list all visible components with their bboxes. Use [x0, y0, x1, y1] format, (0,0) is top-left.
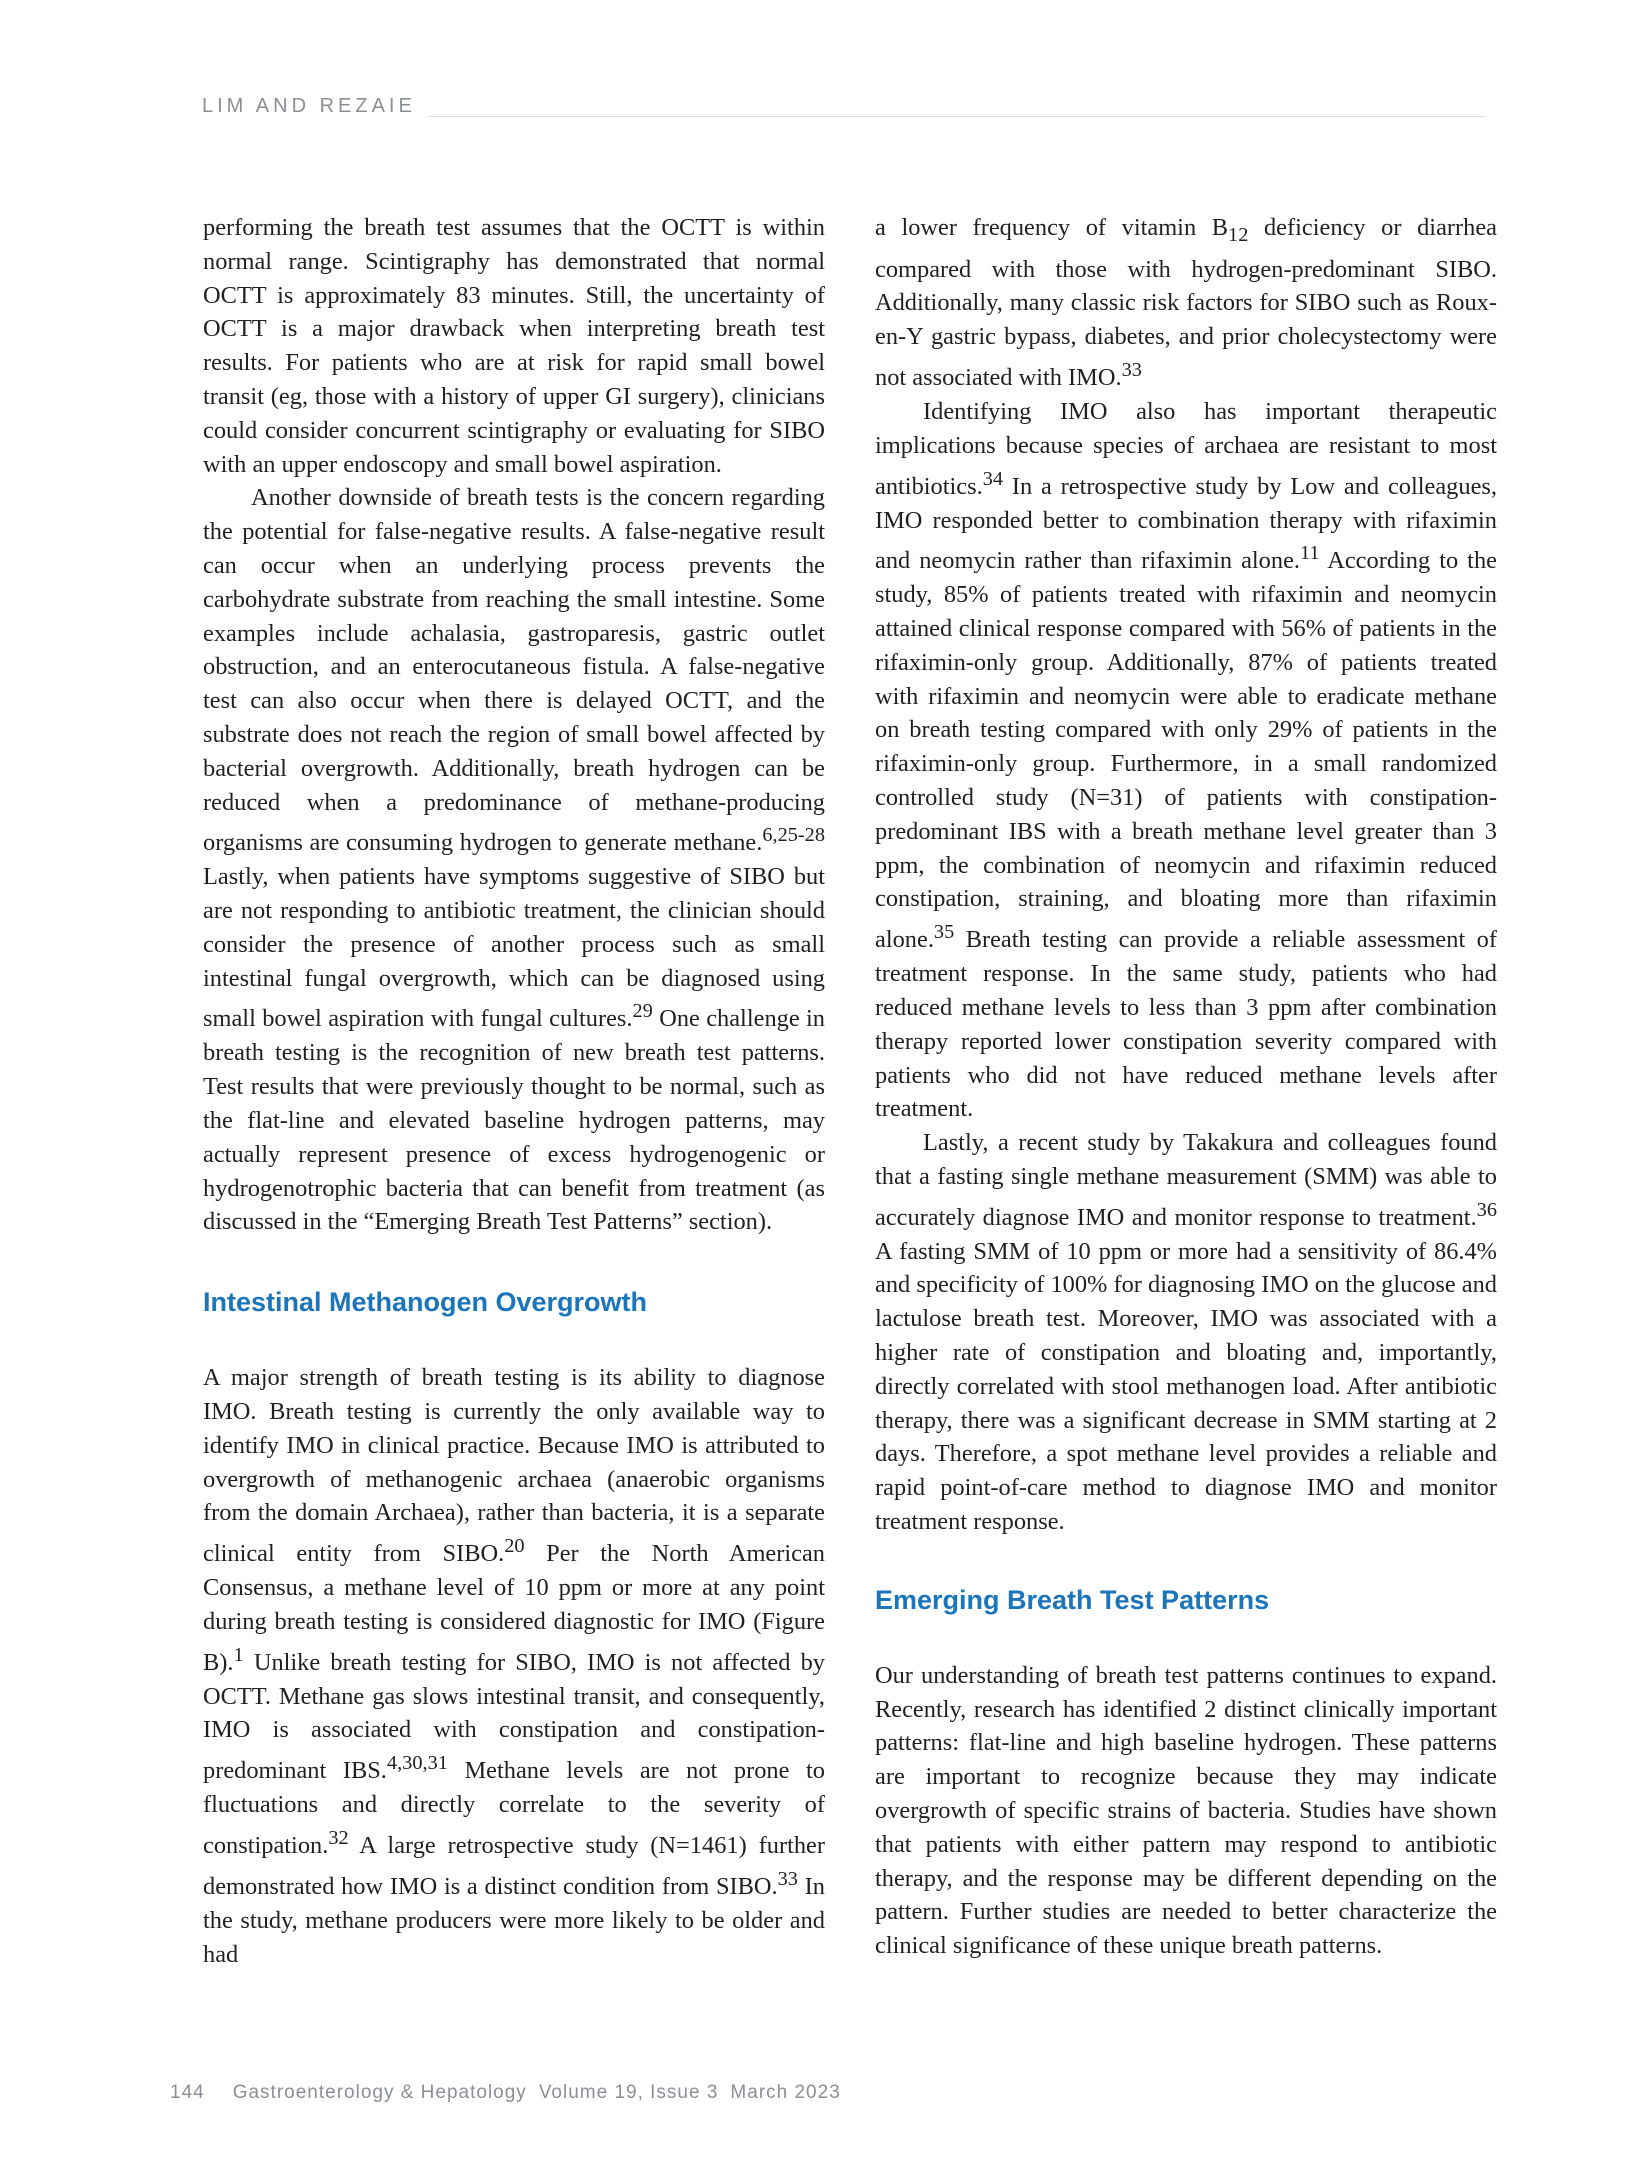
paragraph-breath-test-octt: performing the breath test assumes that the OCTT is within normal range. Scintigraphy has demonstrated that normal OCTT is approximately 83 minutes. Still, the uncertainty of OCTT is a major drawback when interpreting breath test results. For patients who are at risk for rapid small bowel transit (eg, those with a history of upper GI surgery), clinicians could consider concurrent scintigraphy or evaluating for SIBO with an upper endoscopy and small bowel aspiration. [203, 214, 825, 478]
text-segment: A large retrospective study (N=1461) further demonstrated how IMO is a distinct condition from SIBO. [203, 1832, 825, 1900]
journal-name: Gastroenterology & Hepatology [232, 2082, 527, 2103]
citation: 33 [1121, 359, 1142, 382]
page-footer [170, 2082, 841, 2104]
right-column [875, 211, 1497, 1963]
text-segment: Methane levels are not prone to fluctuations and directly correlate to the severity of constipation. [203, 1757, 825, 1860]
text-segment: One challenge in breath testing is the recognition of new breath test patterns. Test results that were previously thought to be normal, such as the flat-line and elevated baseline hydrogen patterns, may actually represent presence of excess hydrogenogenic or hydrogenotrophic bacteria that can benefit from treatment (as discussed in the “Emerging Breath Test Patterns” section). [203, 1005, 826, 1236]
journal-volume: Volume 19, Issue 3 [538, 2082, 719, 2103]
citation: 11 [1300, 542, 1320, 565]
text-segment: Identifying IMO also has important therapeutic implications because species of archaea are resistant to most antibiotics. [875, 397, 1497, 500]
text-segment: deficiency or diarrhea compared with those with hydrogen-predominant SIBO. Additionally, many classic risk factors for SIBO such as Roux-en-Y gastric bypass, diabetes, and prior cholecystectomy were not associated with IMO. [875, 214, 1497, 392]
text-segment: Breath testing can provide a reliable assessment of treatment response. In the same study, patients who had reduced methane levels to less than 3 ppm after combination therapy reported lower constipation severity compared with patients who did not have reduced methane levels after treatment. [875, 926, 1497, 1123]
paragraph-therapeutic-implications [875, 395, 1497, 1126]
page-number: 144 [170, 2082, 205, 2103]
citation: 36 [1476, 1198, 1497, 1221]
paragraph-emerging-patterns: Our understanding of breath test patterns continues to expand. Recently, research has identified 2 distinct clinically important patterns: flat-line and high baseline hydrogen. These patterns are important to recognize because they may indicate overgrowth of specific strains of bacteria. Studies have shown that patients with either pattern may respond to antibiotic therapy, and the response may be different depending on the pattern. Further studies are needed to better characterize the clinical significance of these unique breath patterns. [875, 1661, 1497, 1960]
text-segment: In the study, methane producers were more likely to be older and had [203, 1872, 825, 1968]
citation: 6,25-28 [762, 824, 825, 847]
citation: 4,30,31 [386, 1752, 448, 1775]
paragraph-methane-producers [875, 211, 1497, 395]
paragraph-false-negative [203, 481, 825, 1239]
citation: 34 [982, 467, 1004, 490]
citation: 33 [777, 1867, 798, 1890]
text-segment: Unlike breath testing for SIBO, IMO is not affected by OCTT. Methane gas slows intestinal transit, and consequently, IMO is associated with constipation and constipation-predominant IBS. [203, 1648, 825, 1785]
running-head: LIM AND REZAIE [202, 95, 416, 117]
header-rule [428, 116, 1485, 117]
paragraph-imo-diagnosis [203, 1361, 825, 1971]
citation: 32 [328, 1826, 349, 1849]
text-segment: Per the North American Consensus, a methane level of 10 ppm or more at any point during breath testing is considered diagnostic for IMO (Figure B). [203, 1540, 825, 1676]
citation: 29 [632, 1000, 653, 1023]
text-segment: a lower frequency of vitamin B [875, 214, 1229, 241]
text-segment: Another downside of breath tests is the concern regarding the potential for false-negative results. A false-negative result can occur when an underlying process prevents the carbohydrate substrate from reaching the small intestine. Some examples include achalasia, gastroparesis, gastric outlet obstruction, and an enterocutaneous fistula. A false-negative test can also occur when there is delayed OCTT, and the substrate does not reach the region of small bowel affected by bacterial overgrowth. Additionally, breath hydrogen can be reduced when a predominance of methane-producing organisms are consuming hydrogen to generate methane. [203, 484, 825, 857]
text-segment: A major strength of breath testing is its ability to diagnose IMO. Breath testing is currently the only available way to identify IMO in clinical practice. Because IMO is attributed to overgrowth of methanogenic archaea (anaerobic organisms from the domain Archaea), rather than bacteria, it is a separate clinical entity from SIBO. [203, 1364, 825, 1568]
left-column [203, 211, 825, 1971]
subscript: 12 [1228, 223, 1249, 246]
text-segment: In a retrospective study by Low and colleagues, IMO responded better to combination therapy with rifaximin and neomycin rather than rifaximin alone. [875, 472, 1497, 575]
journal-date: March 2023 [730, 2082, 841, 2103]
paragraph-single-methane-measurement [875, 1126, 1497, 1539]
section-heading-emerging-patterns: Emerging Breath Test Patterns [875, 1584, 1270, 1615]
text-segment: A fasting SMM of 10 ppm or more had a sensitivity of 86.4% and specificity of 100% for diagnosing IMO on the glucose and lactulose breath test. Moreover, IMO was associated with a higher rate of constipation and bloating and, importantly, directly correlated with stool methanogen load. After antibiotic therapy, there was a significant decrease in SMM starting at 2 days. Therefore, a spot methane level provides a reliable and rapid point-of-care method to diagnose IMO and monitor treatment response. [875, 1237, 1497, 1535]
text-segment: According to the study, 85% of patients treated with rifaximin and neomycin attained clinical response compared with 56% of patients in the rifaximin-only group. Additionally, 87% of patients treated with rifaximin and neomycin were able to eradicate methane on breath testing compared with only 29% of patients in the rifaximin-only group. Furthermore, in a small randomized controlled study (N=31) of patients with constipation-predominant IBS with a breath methane level greater than 3 ppm, the combination of neomycin and rifaximin reduced constipation, straining, and bloating more than rifaximin alone. [875, 547, 1497, 954]
citation: 20 [504, 1535, 525, 1558]
citation: 1 [233, 1643, 244, 1666]
section-heading-imo: Intestinal Methanogen Overgrowth [203, 1287, 648, 1318]
citation: 35 [933, 921, 955, 944]
text-segment: Lastly, when patients have symptoms suggestive of SIBO but are not responding to antibiotic treatment, the clinician should consider the presence of another process such as small intestinal fungal overgrowth, which can be diagnosed using small bowel aspiration with fungal cultures. [203, 863, 825, 1033]
text-segment: Lastly, a recent study by Takakura and colleagues found that a fasting single methane measurement (SMM) was able to accurately diagnose IMO and monitor response to treatment. [875, 1129, 1497, 1231]
